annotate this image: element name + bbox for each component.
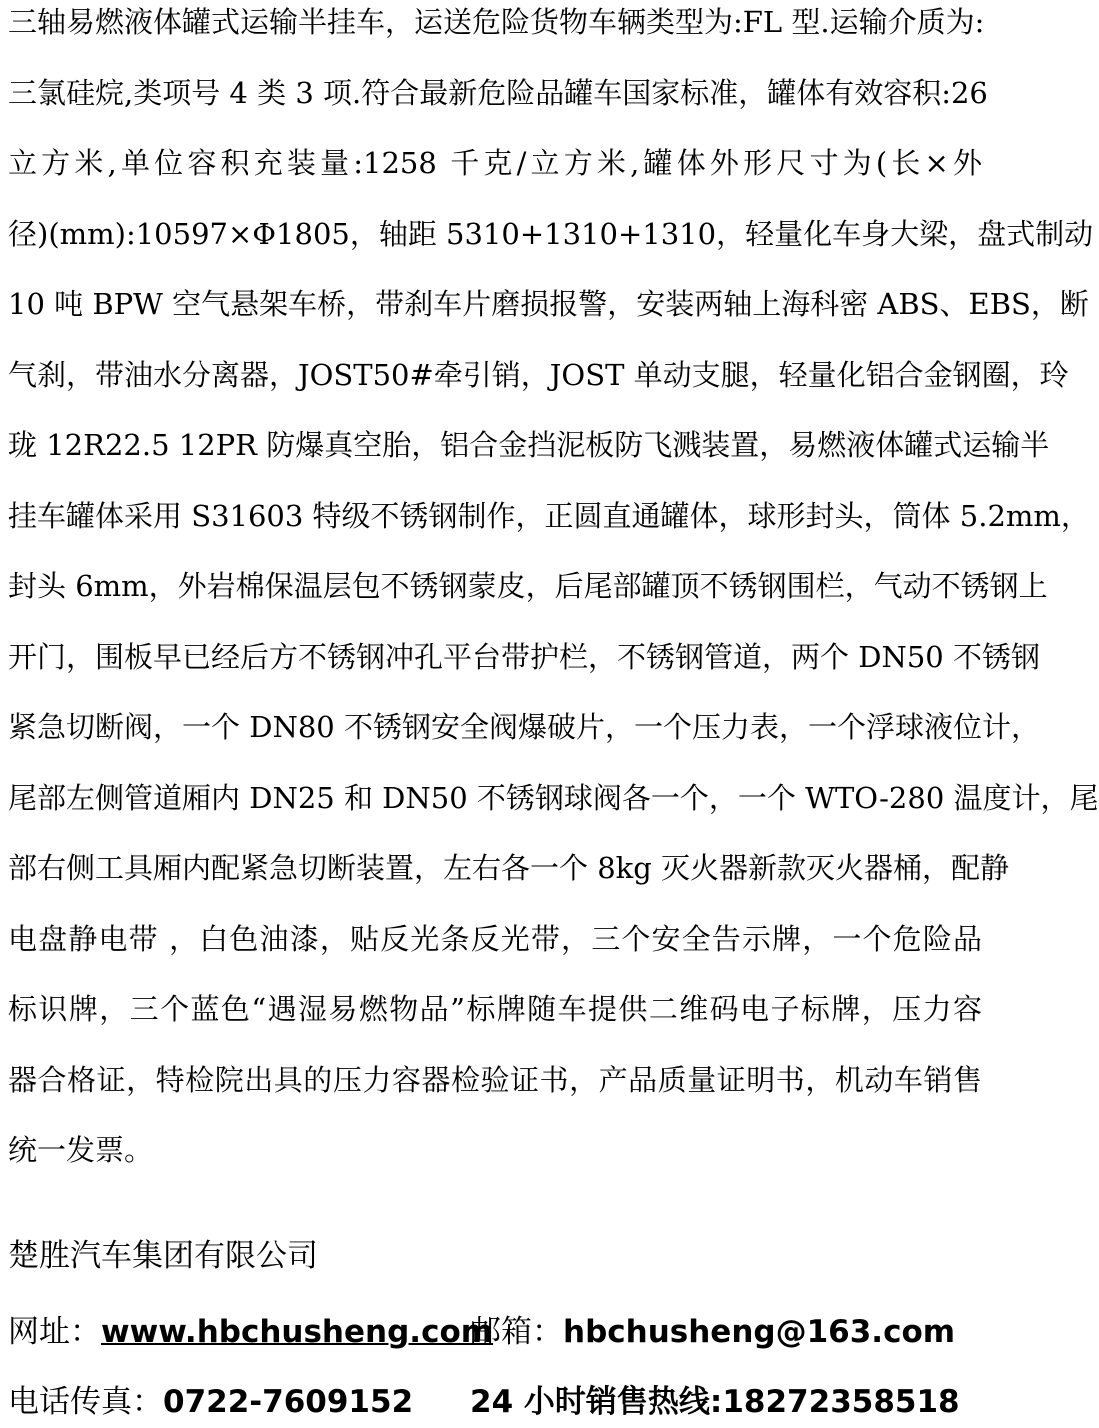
- paragraph-line: 径)(mm):10597×Φ1805，轴距 5310+1310+1310，轻量化车身大梁，盘式制动: [8, 216, 1094, 251]
- paragraph-line: 紧急切断阀，一个 DN80 不锈钢安全阀爆破片，一个压力表，一个浮球液位计，: [8, 710, 1040, 744]
- hotline-label: 24 小时销售热线:: [470, 1384, 723, 1420]
- paragraph-line: 统一发票。: [8, 1133, 154, 1167]
- paragraph-line: 珑 12R22.5 12PR 防爆真空胎，铝合金挡泥板防飞溅装置，易燃液体罐式运输半: [8, 428, 1050, 462]
- paragraph-line: 部右侧工具厢内配紧急切断装置，左右各一个 8kg 灭火器新款灭火器桶，配静: [8, 851, 1010, 885]
- email-block: [470, 1306, 955, 1351]
- hotline-value: 18272358518: [722, 1384, 960, 1420]
- email-value: hbchusheng@163.com: [563, 1314, 956, 1350]
- website-link[interactable]: www.hbchusheng.com: [101, 1314, 494, 1350]
- website-label: 网址：: [8, 1314, 101, 1350]
- phone-value: 0722-7609152: [163, 1384, 414, 1420]
- paragraph-line: 尾部左侧管道厢内 DN25 和 DN50 不锈钢球阀各一个，一个 WTO-280 温度计，尾: [8, 780, 1099, 815]
- company-name: 楚胜汽车集团有限公司: [8, 1238, 318, 1274]
- paragraph-line: 开门，围板早已经后方不锈钢冲孔平台带护栏，不锈钢管道，两个 DN50 不锈钢: [8, 639, 1040, 674]
- paragraph-line: 三氯硅烷,类项号 4 类 3 项.符合最新危险品罐车国家标准，罐体有效容积:26: [8, 75, 988, 110]
- paragraph-line: 挂车罐体采用 S31603 特级不锈钢制作，正圆直通罐体，球形封头，筒体 5.2mm，: [8, 498, 1090, 533]
- contact-web-email-row: [8, 1306, 956, 1351]
- contact-phone-row: [8, 1376, 960, 1421]
- phone-label: 电话传真：: [8, 1384, 163, 1420]
- paragraph-line: 10 吨 BPW 空气悬架车桥，带刹车片磨损报警，安装两轴上海科密 ABS、EBS，断: [8, 287, 1089, 321]
- paragraph-line: 标识牌，三个蓝色“遇湿易燃物品”标牌随车提供二维码电子标牌，压力容: [8, 992, 982, 1026]
- paragraph-line: 立方米,单位容积充装量:1258 千克/立方米,罐体外形尺寸为(长×外: [8, 146, 982, 180]
- email-label: 邮箱：: [470, 1314, 563, 1350]
- paragraph-line: 电盘静电带 ，白色油漆，贴反光条反光带，三个安全告示牌，一个危险品: [8, 921, 982, 956]
- product-description: [8, 0, 1099, 1199]
- paragraph-line: 封头 6mm，外岩棉保温层包不锈钢蒙皮，后尾部罐顶不锈钢围栏，气动不锈钢上: [8, 569, 1048, 603]
- paragraph-line: 气刹，带油水分离器，JOST50#牵引销，JOST 单动支腿，轻量化铝合金钢圈，玲: [8, 357, 1069, 392]
- hotline-block: [470, 1376, 960, 1421]
- paragraph-line: 三轴易燃液体罐式运输半挂车，运送危险货物车辆类型为:FL 型.运输介质为:: [8, 5, 985, 39]
- paragraph-line: 器合格证，特检院出具的压力容器检验证书，产品质量证明书，机动车销售: [8, 1062, 982, 1097]
